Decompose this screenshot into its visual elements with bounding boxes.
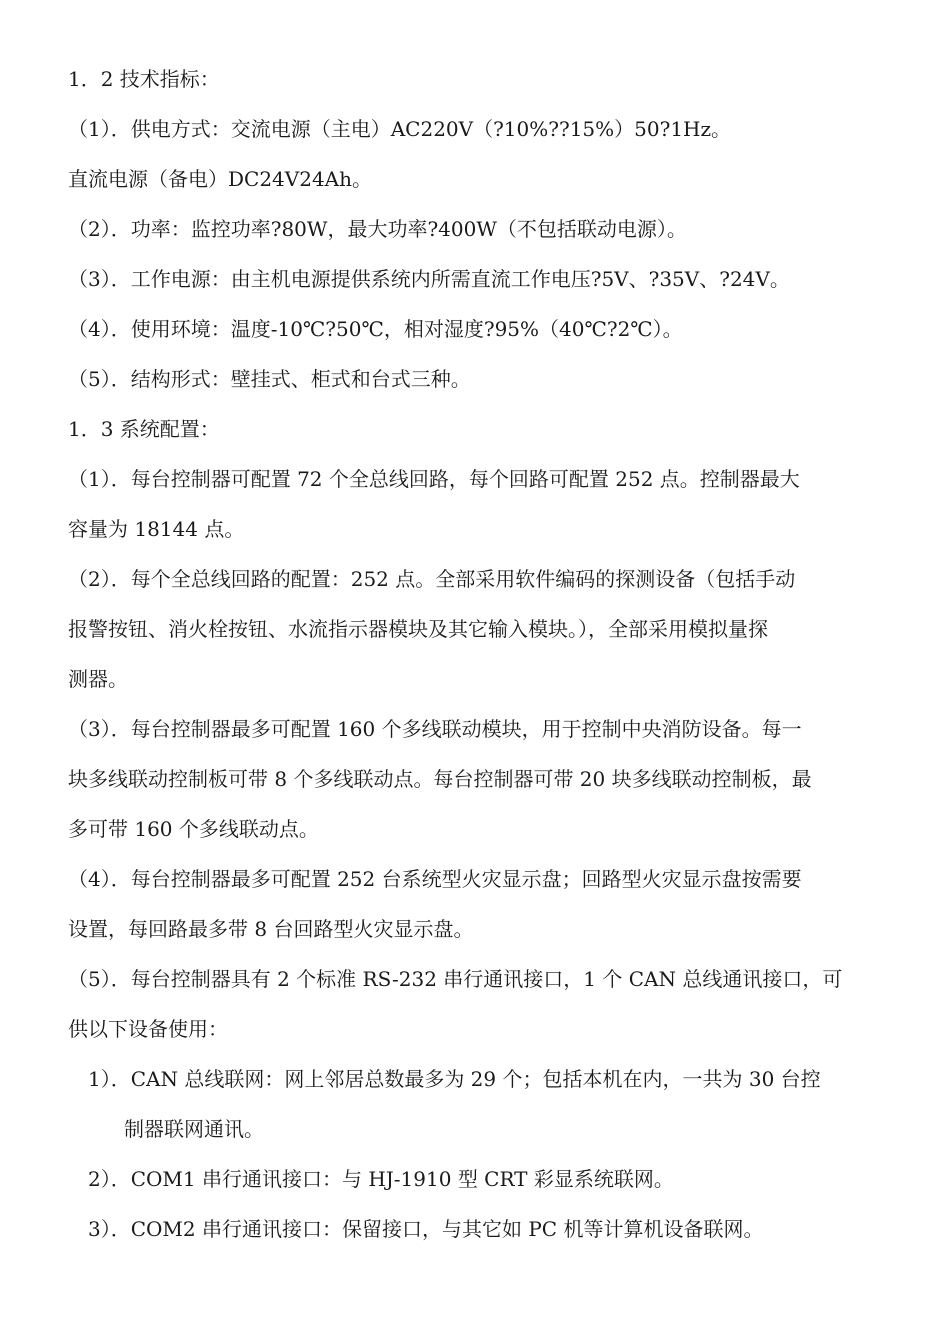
paragraph-line: （2）．每个全总线回路的配置：252 点。全部采用软件编码的探测设备（包括手动: [68, 567, 796, 591]
sub-list-item-continuation: 制器联网通讯。: [124, 1117, 264, 1141]
paragraph-line: （2）．功率：监控功率?80W，最大功率?400W（不包括联动电源）。: [68, 217, 687, 241]
paragraph-line: 直流电源（备电）DC24V24Ah。: [68, 167, 373, 191]
sub-list-item: 1）．CAN 总线联网：网上邻居总数最多为 29 个；包括本机在内，一共为 30 台控: [88, 1067, 821, 1091]
section-heading: 1．2 技术指标：: [68, 67, 220, 91]
paragraph-line: 容量为 18144 点。: [68, 517, 245, 541]
paragraph-line: （3）．每台控制器最多可配置 160 个多线联动模块，用于控制中央消防设备。每一: [68, 717, 802, 741]
paragraph-line: 设置，每回路最多带 8 台回路型火灾显示盘。: [68, 917, 474, 941]
paragraph-line: （5）．结构形式：壁挂式、柜式和台式三种。: [68, 367, 471, 391]
paragraph-line: 块多线联动控制板可带 8 个多线联动点。每台控制器可带 20 块多线联动控制板，最: [68, 767, 812, 791]
section-heading: 1．3 系统配置：: [68, 417, 220, 441]
paragraph-line: （3）．工作电源：由主机电源提供系统内所需直流工作电压?5V、?35V、?24V。: [68, 267, 790, 291]
document-body: [68, 54, 888, 1254]
paragraph-line: （5）．每台控制器具有 2 个标准 RS-232 串行通讯接口，1 个 CAN 总线通讯接口，可: [68, 967, 843, 991]
sub-list-item: 2）．COM1 串行通讯接口：与 HJ-1910 型 CRT 彩显系统联网。: [88, 1167, 674, 1191]
paragraph-line: （1）．每台控制器可配置 72 个全总线回路，每个回路可配置 252 点。控制器最大: [68, 467, 800, 491]
paragraph-line: 测器。: [68, 667, 128, 691]
paragraph-line: 报警按钮、消火栓按钮、水流指示器模块及其它输入模块。），全部采用模拟量探: [68, 617, 768, 641]
paragraph-line: （1）．供电方式：交流电源（主电）AC220V（?10%??15%）50?1Hz。: [68, 117, 732, 141]
sub-list-item: 3）．COM2 串行通讯接口：保留接口，与其它如 PC 机等计算机设备联网。: [88, 1217, 764, 1241]
paragraph-line: 供以下设备使用：: [68, 1017, 228, 1041]
paragraph-line: （4）．每台控制器最多可配置 252 台系统型火灾显示盘；回路型火灾显示盘按需要: [68, 867, 802, 891]
paragraph-line: 多可带 160 个多线联动点。: [68, 817, 319, 841]
paragraph-line: （4）．使用环境：温度-10℃?50℃，相对湿度?95%（40℃?2℃）。: [68, 317, 683, 341]
